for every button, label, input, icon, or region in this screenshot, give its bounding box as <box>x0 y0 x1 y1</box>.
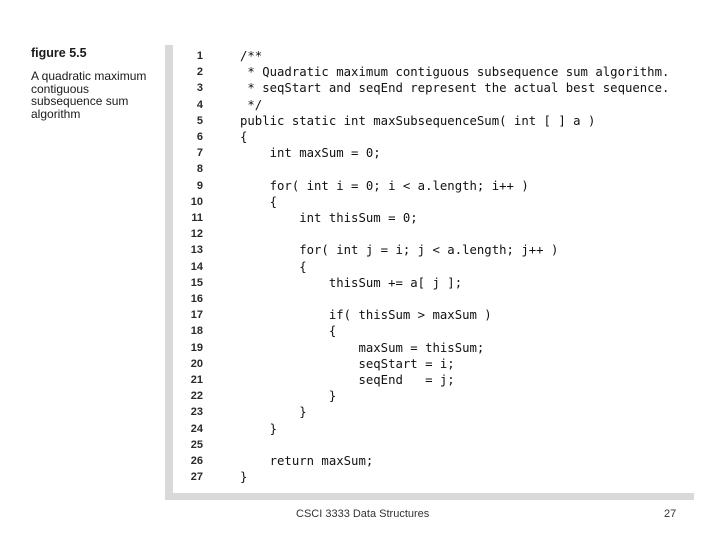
code-text: thisSum += a[ j ]; <box>240 275 463 290</box>
code-text: int maxSum = 0; <box>240 146 381 161</box>
line-number: 4 <box>196 98 203 111</box>
code-line <box>173 80 694 96</box>
code-text: public static int maxSubsequenceSum( int [ ] a ) <box>240 113 596 128</box>
code-text: /** <box>240 49 263 63</box>
code-text: int thisSum = 0; <box>240 211 418 225</box>
line-number: 26 <box>190 455 203 467</box>
line-number: 8 <box>196 163 203 176</box>
caption-line: algorithm <box>31 106 81 121</box>
code-line <box>173 291 694 307</box>
figure-title: figure 5.5 <box>31 46 87 60</box>
code-text: maxSum = thisSum; <box>240 340 485 355</box>
code-line <box>173 48 694 64</box>
code-line <box>173 388 694 404</box>
code-text: } <box>240 470 248 485</box>
line-number: 7 <box>196 147 203 160</box>
code-line <box>173 64 694 80</box>
line-number: 25 <box>190 438 203 451</box>
line-number: 13 <box>190 244 203 257</box>
code-text: return maxSum; <box>240 454 374 468</box>
code-line <box>173 226 694 242</box>
code-line <box>173 307 694 323</box>
code-line <box>173 113 694 129</box>
code-line <box>173 242 694 258</box>
code-line <box>173 210 694 226</box>
line-number: 16 <box>190 293 203 305</box>
footer-course-title: CSCI 3333 Data Structures <box>296 508 430 520</box>
line-number: 27 <box>190 471 203 484</box>
caption-line: A quadratic maximum <box>31 69 147 83</box>
code-line <box>173 145 694 161</box>
code-line <box>173 437 694 453</box>
code-text: * seqStart and seqEnd represent the actual best sequence. <box>240 81 670 96</box>
line-number: 12 <box>190 228 203 241</box>
line-number: 1 <box>196 50 203 62</box>
code-text: for( int i = 0; i < a.length; i++ ) <box>240 178 529 193</box>
code-line <box>173 323 694 339</box>
code-line <box>173 259 694 275</box>
code-line <box>173 178 694 194</box>
code-text: } <box>240 405 307 420</box>
code-line <box>173 404 694 420</box>
code-line <box>173 97 694 113</box>
line-number: 18 <box>190 325 203 338</box>
line-number: 19 <box>190 341 203 354</box>
line-number: 11 <box>191 212 203 224</box>
code-text: */ <box>240 97 263 112</box>
line-number: 9 <box>196 179 203 192</box>
code-text: } <box>240 389 337 404</box>
code-line <box>173 275 694 291</box>
code-text: for( int j = i; j < a.length; j++ ) <box>240 243 559 258</box>
line-number: 10 <box>190 195 203 208</box>
line-number: 24 <box>190 422 203 435</box>
code-line <box>173 194 694 210</box>
code-line <box>173 340 694 356</box>
line-number: 6 <box>196 131 203 143</box>
code-text: { <box>240 194 278 209</box>
line-number: 2 <box>196 66 203 79</box>
code-line <box>173 421 694 437</box>
code-line <box>173 129 694 145</box>
line-number: 21 <box>190 374 203 386</box>
code-text: * Quadratic maximum contiguous subsequence sum algorithm. <box>240 65 670 80</box>
code-text: { <box>240 324 337 339</box>
line-number: 17 <box>190 309 203 322</box>
code-text: if( thisSum > maxSum ) <box>240 308 492 323</box>
caption-line: subsequence sum <box>31 94 129 108</box>
code-text: seqEnd = j; <box>240 373 455 387</box>
line-number: 14 <box>190 260 203 273</box>
line-number: 5 <box>196 114 203 127</box>
code-text: seqStart = i; <box>240 356 455 371</box>
code-text: { <box>240 130 248 144</box>
code-line <box>173 161 694 177</box>
caption-line: contiguous <box>31 81 90 96</box>
line-number: 20 <box>190 357 203 370</box>
code-line <box>173 469 694 485</box>
code-line <box>173 356 694 372</box>
code-text: { <box>240 259 307 274</box>
line-number: 3 <box>196 82 203 95</box>
figure-caption <box>31 70 161 120</box>
line-number: 23 <box>190 406 203 419</box>
code-line <box>173 372 694 388</box>
code-line <box>173 453 694 469</box>
footer-page-number: 27 <box>664 508 677 520</box>
code-text: } <box>240 421 278 436</box>
line-number: 15 <box>190 276 203 289</box>
line-number: 22 <box>190 390 203 403</box>
